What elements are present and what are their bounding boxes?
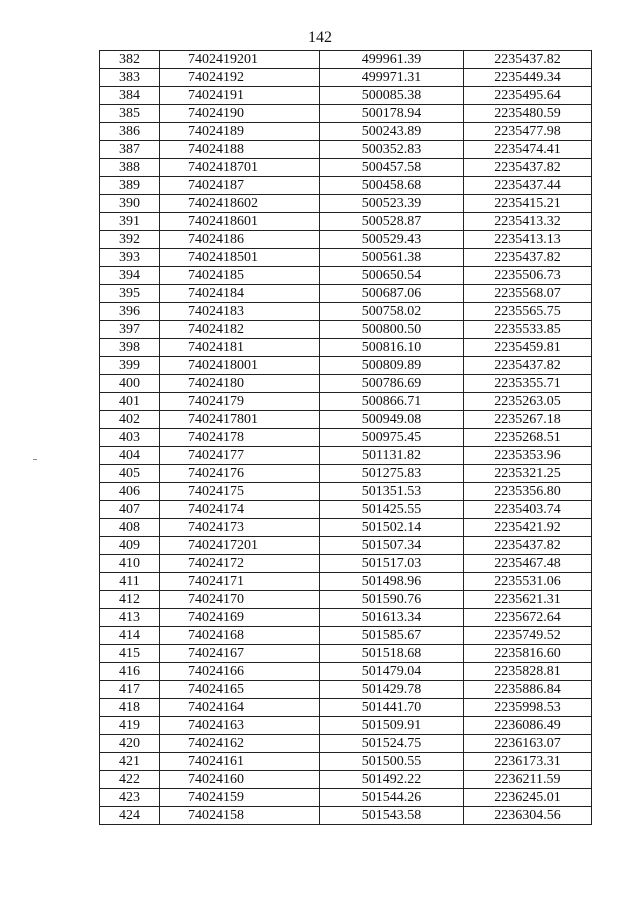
row-number-cell: 406 [100, 483, 160, 501]
row-number-cell: 394 [100, 267, 160, 285]
row-number-cell: 420 [100, 735, 160, 753]
point-code-cell: 74024178 [160, 429, 320, 447]
table-row [100, 735, 592, 753]
table-row [100, 609, 592, 627]
coordinates-table-container [99, 50, 591, 825]
table-row [100, 285, 592, 303]
point-code-cell: 74024187 [160, 177, 320, 195]
x-coordinate-cell: 500687.06 [320, 285, 464, 303]
table-row [100, 807, 592, 825]
row-number-cell: 424 [100, 807, 160, 825]
x-coordinate-cell: 501509.91 [320, 717, 464, 735]
row-number-cell: 408 [100, 519, 160, 537]
row-number-cell: 388 [100, 159, 160, 177]
point-code-cell: 74024169 [160, 609, 320, 627]
x-coordinate-cell: 500758.02 [320, 303, 464, 321]
point-code-cell: 74024190 [160, 105, 320, 123]
table-row [100, 339, 592, 357]
row-number-cell: 391 [100, 213, 160, 231]
table-row [100, 591, 592, 609]
table-row [100, 789, 592, 807]
table-row [100, 177, 592, 195]
y-coordinate-cell: 2235531.06 [464, 573, 592, 591]
page-number: 142 [308, 29, 332, 46]
x-coordinate-cell: 500243.89 [320, 123, 464, 141]
row-number-cell: 414 [100, 627, 160, 645]
point-code-cell: 74024192 [160, 69, 320, 87]
y-coordinate-cell: 2235565.75 [464, 303, 592, 321]
point-code-cell: 7402418602 [160, 195, 320, 213]
x-coordinate-cell: 501518.68 [320, 645, 464, 663]
row-number-cell: 402 [100, 411, 160, 429]
point-code-cell: 74024176 [160, 465, 320, 483]
y-coordinate-cell: 2235437.82 [464, 537, 592, 555]
point-code-cell: 74024174 [160, 501, 320, 519]
y-coordinate-cell: 2235749.52 [464, 627, 592, 645]
row-number-cell: 385 [100, 105, 160, 123]
row-number-cell: 423 [100, 789, 160, 807]
point-code-cell: 74024164 [160, 699, 320, 717]
point-code-cell: 74024186 [160, 231, 320, 249]
y-coordinate-cell: 2235568.07 [464, 285, 592, 303]
row-number-cell: 392 [100, 231, 160, 249]
y-coordinate-cell: 2235998.53 [464, 699, 592, 717]
coordinates-table-body [100, 51, 592, 825]
row-number-cell: 407 [100, 501, 160, 519]
y-coordinate-cell: 2236173.31 [464, 753, 592, 771]
x-coordinate-cell: 500458.68 [320, 177, 464, 195]
table-row [100, 249, 592, 267]
x-coordinate-cell: 501502.14 [320, 519, 464, 537]
row-number-cell: 399 [100, 357, 160, 375]
y-coordinate-cell: 2235449.34 [464, 69, 592, 87]
x-coordinate-cell: 500809.89 [320, 357, 464, 375]
y-coordinate-cell: 2235415.21 [464, 195, 592, 213]
point-code-cell: 74024191 [160, 87, 320, 105]
x-coordinate-cell: 500786.69 [320, 375, 464, 393]
point-code-cell: 74024171 [160, 573, 320, 591]
y-coordinate-cell: 2235533.85 [464, 321, 592, 339]
table-row [100, 717, 592, 735]
x-coordinate-cell: 500949.08 [320, 411, 464, 429]
row-number-cell: 389 [100, 177, 160, 195]
y-coordinate-cell: 2235413.13 [464, 231, 592, 249]
point-code-cell: 74024175 [160, 483, 320, 501]
table-row [100, 51, 592, 69]
table-row [100, 429, 592, 447]
x-coordinate-cell: 500975.45 [320, 429, 464, 447]
point-code-cell: 7402417801 [160, 411, 320, 429]
y-coordinate-cell: 2236304.56 [464, 807, 592, 825]
x-coordinate-cell: 500523.39 [320, 195, 464, 213]
y-coordinate-cell: 2235459.81 [464, 339, 592, 357]
point-code-cell: 74024162 [160, 735, 320, 753]
y-coordinate-cell: 2235267.18 [464, 411, 592, 429]
row-number-cell: 395 [100, 285, 160, 303]
point-code-cell: 74024188 [160, 141, 320, 159]
table-row [100, 141, 592, 159]
point-code-cell: 74024179 [160, 393, 320, 411]
row-number-cell: 393 [100, 249, 160, 267]
table-row [100, 663, 592, 681]
x-coordinate-cell: 500352.83 [320, 141, 464, 159]
x-coordinate-cell: 501544.26 [320, 789, 464, 807]
table-row [100, 465, 592, 483]
y-coordinate-cell: 2235437.44 [464, 177, 592, 195]
x-coordinate-cell: 500816.10 [320, 339, 464, 357]
point-code-cell: 74024177 [160, 447, 320, 465]
x-coordinate-cell: 500866.71 [320, 393, 464, 411]
x-coordinate-cell: 500528.87 [320, 213, 464, 231]
y-coordinate-cell: 2235421.92 [464, 519, 592, 537]
y-coordinate-cell: 2235268.51 [464, 429, 592, 447]
table-row [100, 519, 592, 537]
margin-mark [33, 459, 37, 460]
table-row [100, 213, 592, 231]
y-coordinate-cell: 2235437.82 [464, 249, 592, 267]
y-coordinate-cell: 2235321.25 [464, 465, 592, 483]
x-coordinate-cell: 501131.82 [320, 447, 464, 465]
x-coordinate-cell: 501425.55 [320, 501, 464, 519]
row-number-cell: 387 [100, 141, 160, 159]
table-row [100, 771, 592, 789]
table-row [100, 411, 592, 429]
x-coordinate-cell: 500178.94 [320, 105, 464, 123]
y-coordinate-cell: 2235477.98 [464, 123, 592, 141]
row-number-cell: 412 [100, 591, 160, 609]
table-row [100, 537, 592, 555]
y-coordinate-cell: 2236086.49 [464, 717, 592, 735]
y-coordinate-cell: 2235263.05 [464, 393, 592, 411]
y-coordinate-cell: 2235353.96 [464, 447, 592, 465]
y-coordinate-cell: 2235816.60 [464, 645, 592, 663]
table-row [100, 321, 592, 339]
table-row [100, 753, 592, 771]
point-code-cell: 74024180 [160, 375, 320, 393]
row-number-cell: 384 [100, 87, 160, 105]
row-number-cell: 413 [100, 609, 160, 627]
x-coordinate-cell: 501613.34 [320, 609, 464, 627]
x-coordinate-cell: 501507.34 [320, 537, 464, 555]
point-code-cell: 7402418601 [160, 213, 320, 231]
coordinates-table [99, 50, 592, 825]
point-code-cell: 74024161 [160, 753, 320, 771]
point-code-cell: 7402418001 [160, 357, 320, 375]
row-number-cell: 382 [100, 51, 160, 69]
point-code-cell: 74024163 [160, 717, 320, 735]
table-row [100, 483, 592, 501]
y-coordinate-cell: 2235437.82 [464, 357, 592, 375]
x-coordinate-cell: 501479.04 [320, 663, 464, 681]
point-code-cell: 74024182 [160, 321, 320, 339]
table-row [100, 375, 592, 393]
point-code-cell: 74024181 [160, 339, 320, 357]
table-row [100, 87, 592, 105]
x-coordinate-cell: 500650.54 [320, 267, 464, 285]
table-row [100, 573, 592, 591]
table-row [100, 681, 592, 699]
y-coordinate-cell: 2235828.81 [464, 663, 592, 681]
y-coordinate-cell: 2235621.31 [464, 591, 592, 609]
row-number-cell: 401 [100, 393, 160, 411]
y-coordinate-cell: 2235437.82 [464, 51, 592, 69]
row-number-cell: 405 [100, 465, 160, 483]
row-number-cell: 403 [100, 429, 160, 447]
point-code-cell: 74024168 [160, 627, 320, 645]
row-number-cell: 400 [100, 375, 160, 393]
y-coordinate-cell: 2235480.59 [464, 105, 592, 123]
table-row [100, 555, 592, 573]
y-coordinate-cell: 2235403.74 [464, 501, 592, 519]
point-code-cell: 7402419201 [160, 51, 320, 69]
table-row [100, 69, 592, 87]
x-coordinate-cell: 499961.39 [320, 51, 464, 69]
y-coordinate-cell: 2236211.59 [464, 771, 592, 789]
table-row [100, 393, 592, 411]
point-code-cell: 74024170 [160, 591, 320, 609]
y-coordinate-cell: 2235506.73 [464, 267, 592, 285]
x-coordinate-cell: 501429.78 [320, 681, 464, 699]
table-row [100, 645, 592, 663]
row-number-cell: 398 [100, 339, 160, 357]
point-code-cell: 7402418701 [160, 159, 320, 177]
x-coordinate-cell: 500085.38 [320, 87, 464, 105]
row-number-cell: 383 [100, 69, 160, 87]
y-coordinate-cell: 2235356.80 [464, 483, 592, 501]
row-number-cell: 416 [100, 663, 160, 681]
row-number-cell: 396 [100, 303, 160, 321]
table-row [100, 267, 592, 285]
row-number-cell: 422 [100, 771, 160, 789]
row-number-cell: 397 [100, 321, 160, 339]
table-row [100, 627, 592, 645]
point-code-cell: 74024185 [160, 267, 320, 285]
row-number-cell: 390 [100, 195, 160, 213]
x-coordinate-cell: 499971.31 [320, 69, 464, 87]
table-row [100, 231, 592, 249]
x-coordinate-cell: 501585.67 [320, 627, 464, 645]
x-coordinate-cell: 501590.76 [320, 591, 464, 609]
table-row [100, 357, 592, 375]
table-row [100, 501, 592, 519]
x-coordinate-cell: 500457.58 [320, 159, 464, 177]
point-code-cell: 74024166 [160, 663, 320, 681]
row-number-cell: 409 [100, 537, 160, 555]
point-code-cell: 74024158 [160, 807, 320, 825]
point-code-cell: 7402418501 [160, 249, 320, 267]
point-code-cell: 74024159 [160, 789, 320, 807]
x-coordinate-cell: 501441.70 [320, 699, 464, 717]
x-coordinate-cell: 500561.38 [320, 249, 464, 267]
x-coordinate-cell: 500800.50 [320, 321, 464, 339]
row-number-cell: 419 [100, 717, 160, 735]
point-code-cell: 74024173 [160, 519, 320, 537]
row-number-cell: 410 [100, 555, 160, 573]
row-number-cell: 386 [100, 123, 160, 141]
table-row [100, 159, 592, 177]
point-code-cell: 74024172 [160, 555, 320, 573]
x-coordinate-cell: 500529.43 [320, 231, 464, 249]
table-row [100, 105, 592, 123]
point-code-cell: 74024184 [160, 285, 320, 303]
y-coordinate-cell: 2236245.01 [464, 789, 592, 807]
table-row [100, 303, 592, 321]
point-code-cell: 74024167 [160, 645, 320, 663]
x-coordinate-cell: 501498.96 [320, 573, 464, 591]
row-number-cell: 418 [100, 699, 160, 717]
x-coordinate-cell: 501275.83 [320, 465, 464, 483]
row-number-cell: 421 [100, 753, 160, 771]
y-coordinate-cell: 2235437.82 [464, 159, 592, 177]
point-code-cell: 74024165 [160, 681, 320, 699]
row-number-cell: 411 [100, 573, 160, 591]
row-number-cell: 415 [100, 645, 160, 663]
table-row [100, 123, 592, 141]
y-coordinate-cell: 2236163.07 [464, 735, 592, 753]
y-coordinate-cell: 2235672.64 [464, 609, 592, 627]
point-code-cell: 74024189 [160, 123, 320, 141]
table-row [100, 699, 592, 717]
table-row [100, 447, 592, 465]
row-number-cell: 417 [100, 681, 160, 699]
point-code-cell: 74024183 [160, 303, 320, 321]
y-coordinate-cell: 2235413.32 [464, 213, 592, 231]
y-coordinate-cell: 2235474.41 [464, 141, 592, 159]
row-number-cell: 404 [100, 447, 160, 465]
point-code-cell: 74024160 [160, 771, 320, 789]
y-coordinate-cell: 2235886.84 [464, 681, 592, 699]
x-coordinate-cell: 501492.22 [320, 771, 464, 789]
y-coordinate-cell: 2235495.64 [464, 87, 592, 105]
x-coordinate-cell: 501543.58 [320, 807, 464, 825]
x-coordinate-cell: 501351.53 [320, 483, 464, 501]
point-code-cell: 7402417201 [160, 537, 320, 555]
x-coordinate-cell: 501500.55 [320, 753, 464, 771]
y-coordinate-cell: 2235355.71 [464, 375, 592, 393]
x-coordinate-cell: 501517.03 [320, 555, 464, 573]
x-coordinate-cell: 501524.75 [320, 735, 464, 753]
y-coordinate-cell: 2235467.48 [464, 555, 592, 573]
table-row [100, 195, 592, 213]
